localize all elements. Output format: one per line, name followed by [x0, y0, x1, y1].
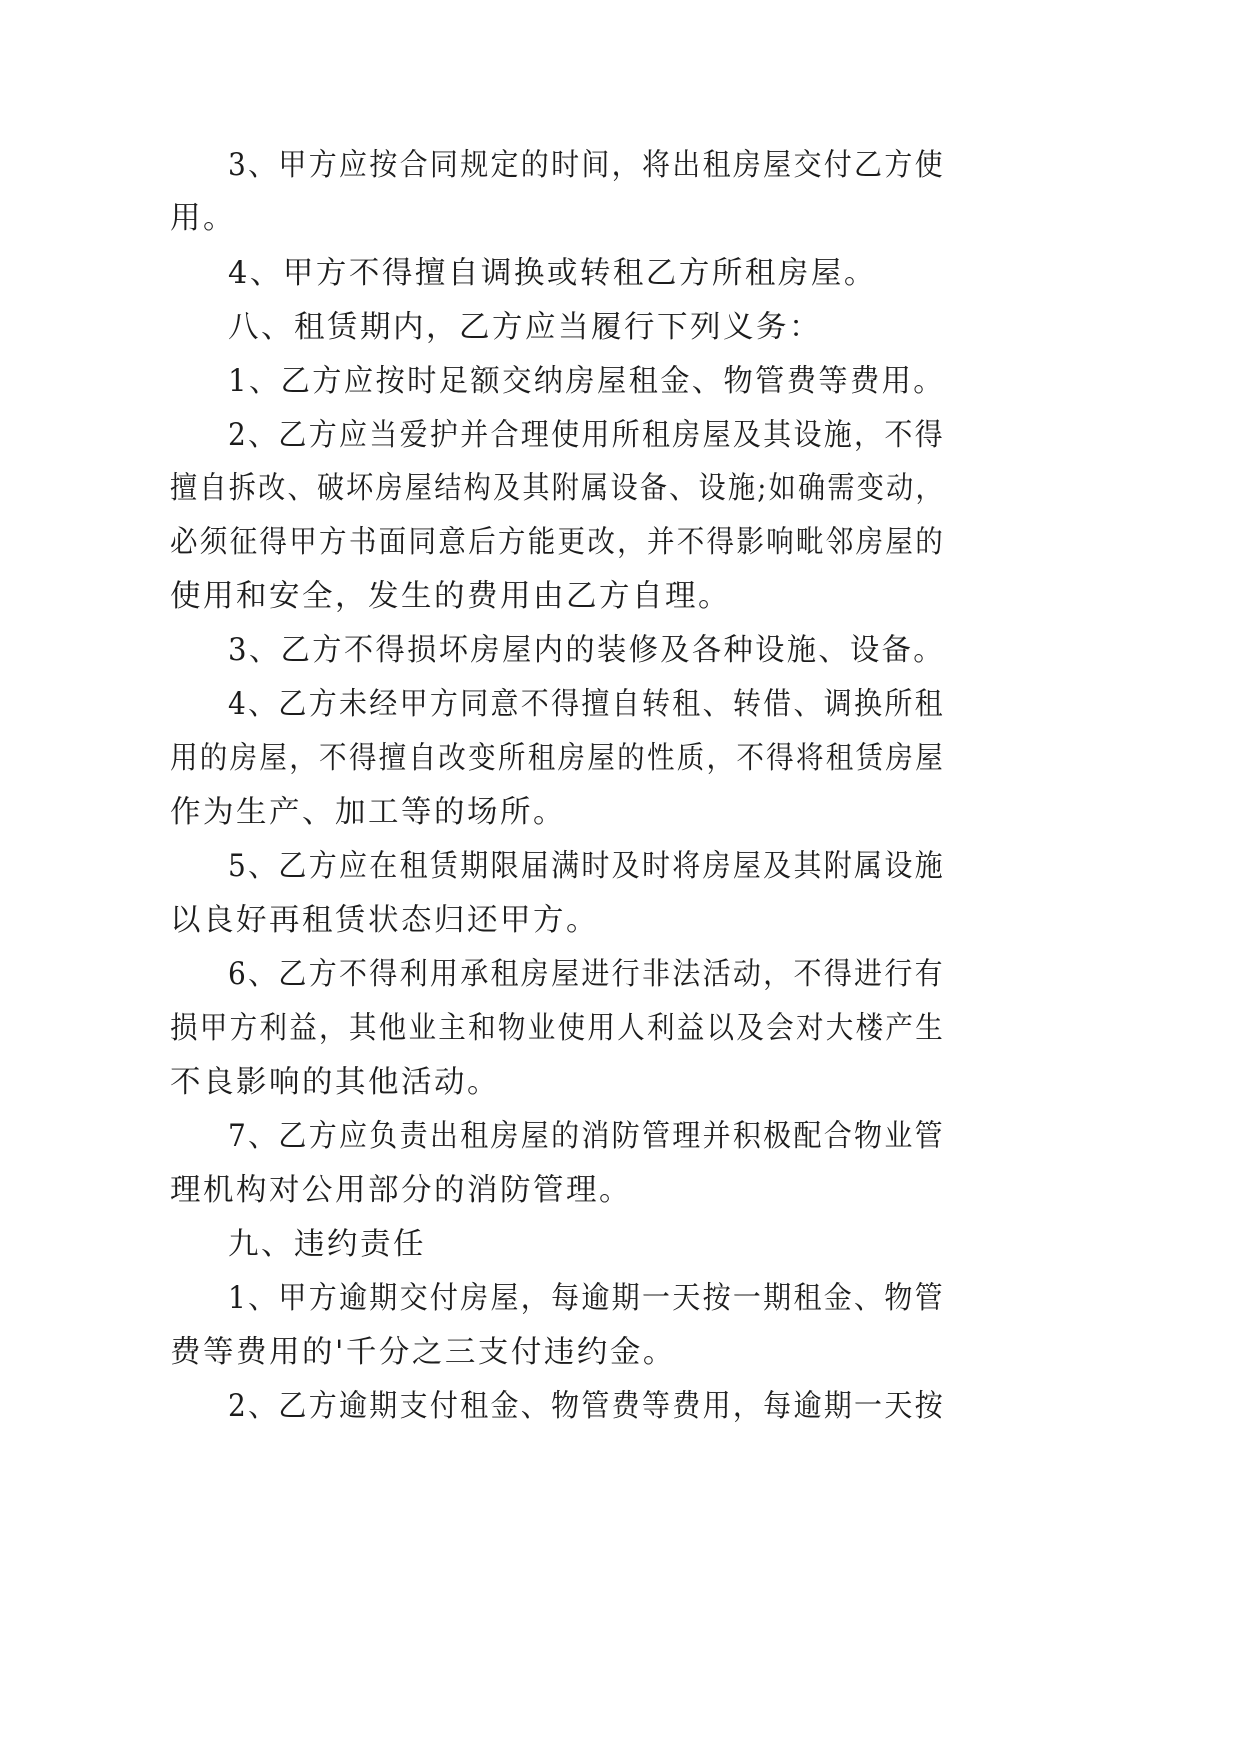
text-line: 6、乙方不得利用承租房屋进行非法活动，不得进行有: [228, 957, 945, 992]
text-line: 2、乙方应当爱护并合理使用所租房屋及其设施，不得: [228, 418, 945, 453]
text-line: 必须征得甲方书面同意后方能更改，并不得影响毗邻房屋的: [170, 525, 946, 560]
text-line: 作为生产、加工等的场所。: [170, 795, 566, 830]
text-line: 不良影响的其他活动。: [170, 1065, 500, 1100]
text-line: 使用和安全，发生的费用由乙方自理。: [170, 579, 731, 614]
text-line: 4、乙方未经甲方同意不得擅自转租、转借、调换所租: [228, 687, 945, 722]
text-line: 3、乙方不得损坏房屋内的装修及各种设施、设备。: [228, 633, 945, 668]
text-line: 用的房屋，不得擅自改变所租房屋的性质，不得将租赁房屋: [170, 741, 946, 776]
text-line: 2、乙方逾期支付租金、物管费等费用，每逾期一天按: [228, 1389, 945, 1424]
text-line: 理机构对公用部分的消防管理。: [170, 1173, 632, 1208]
text-line: 费等费用的'千分之三支付违约金。: [170, 1335, 676, 1370]
section-heading: 九、违约责任: [228, 1227, 426, 1262]
text-line: 以良好再租赁状态归还甲方。: [170, 903, 599, 938]
text-line: 3、甲方应按合同规定的时间，将出租房屋交付乙方使: [228, 148, 945, 183]
text-line: 4、甲方不得擅自调换或转租乙方所租房屋。: [228, 256, 877, 291]
text-line: 1、甲方逾期交付房屋，每逾期一天按一期租金、物管: [228, 1281, 945, 1316]
text-line: 擅自拆改、破坏房屋结构及其附属设备、设施;如确需变动，: [170, 471, 945, 506]
text-line: 1、乙方应按时足额交纳房屋租金、物管费等费用。: [228, 364, 945, 399]
text-line: 损甲方利益，其他业主和物业使用人利益以及会对大楼产生: [170, 1011, 946, 1046]
text-line: 7、乙方应负责出租房屋的消防管理并积极配合物业管: [228, 1119, 945, 1154]
text-line: 5、乙方应在租赁期限届满时及时将房屋及其附属设施: [228, 849, 945, 884]
section-heading: 八、租赁期内，乙方应当履行下列义务：: [228, 310, 822, 345]
text-line: 用。: [170, 201, 236, 236]
